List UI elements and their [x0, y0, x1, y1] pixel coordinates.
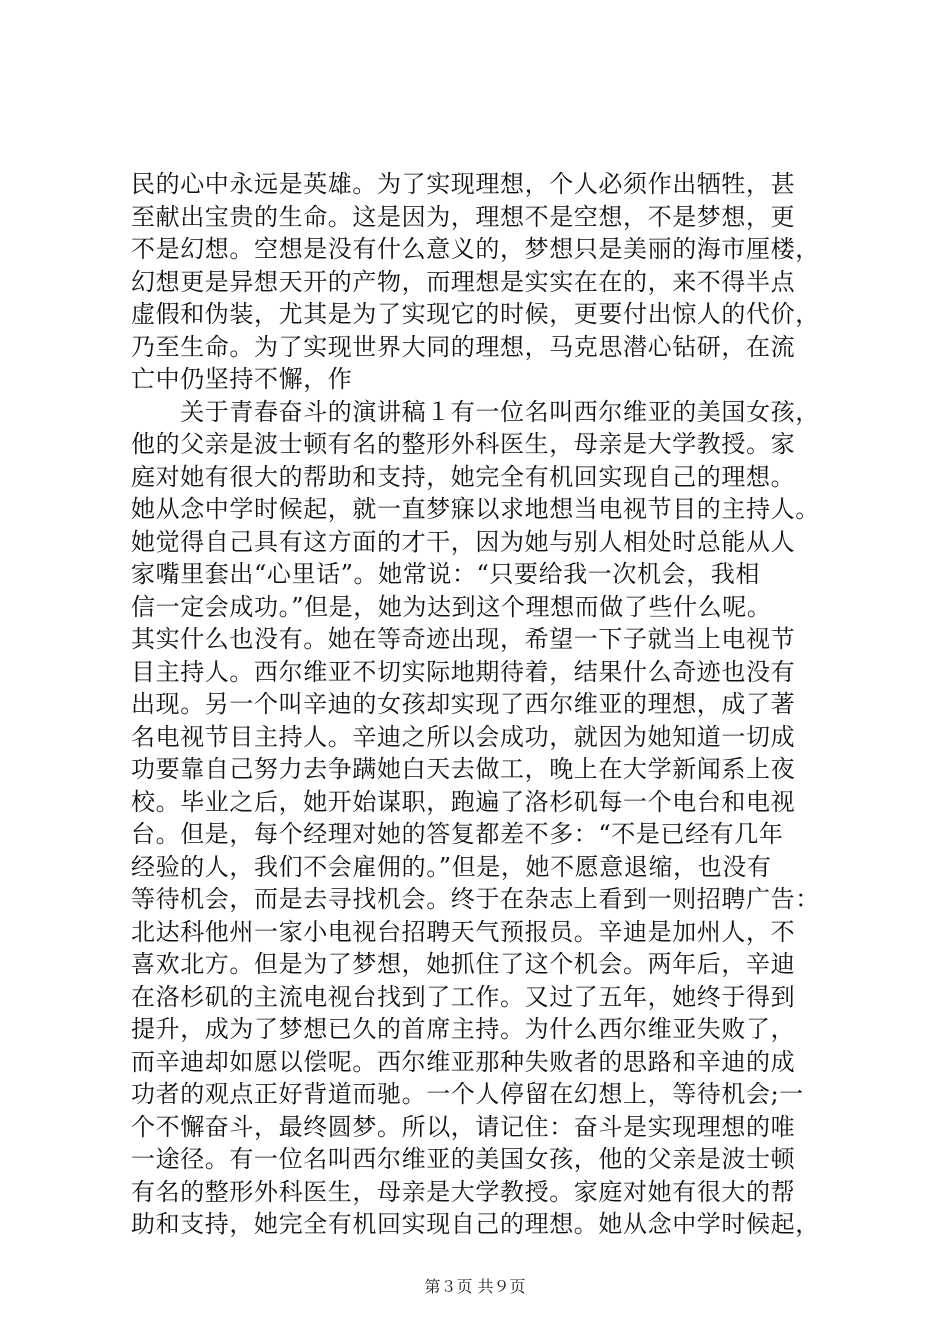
page-number-label: 第３页 共９页	[424, 1277, 526, 1296]
text-line: 而辛迪却如愿以偿呢。西尔维亚那种失败者的思路和辛迪的成	[131, 1047, 796, 1076]
text-line: 经验的人，我们不会雇佣的。”但是，她不愿意退缩，也没有	[131, 852, 772, 881]
text-line: 其实什么也没有。她在等奇迹出现，希望一下子就当上电视节	[131, 625, 796, 653]
text-line: 功要靠自己努力去争蹒她白天去做工，晚上在大学新闻系上夜	[131, 755, 796, 783]
text-line: 提升，成为了梦想已久的首席主持。为什么西尔维亚失败了，	[131, 1015, 796, 1043]
text-line: 幻想更是异想天开的产物，而理想是实实在在的，来不得半点	[131, 267, 796, 296]
text-line: 北达科他州一家小电视台招聘天气预报员。辛迪是加州人，不	[131, 917, 796, 946]
text-line: 目主持人。西尔维亚不切实际地期待着，结果什么奇迹也没有	[131, 657, 796, 686]
text-line: 家嘴里套出“心里话”。她常说：“只要给我一次机会，我相	[131, 560, 761, 588]
text-line: 出现。另一个叫辛迪的女孩却实现了西尔维亚的理想，成了著	[131, 690, 796, 718]
text-line: 至献出宝贵的生命。这是因为，理想不是空想，不是梦想，更	[131, 202, 796, 231]
text-line: 她从念中学时候起，就一直梦寐以求地想当电视节目的主持人。	[131, 495, 820, 523]
text-line: 助和支持，她完全有机回实现自己的理想。她从念中学时候起，	[131, 1210, 820, 1238]
text-line: 庭对她有很大的帮助和支持，她完全有机回实现自己的理想。	[131, 462, 796, 491]
text-line: 有名的整形外科医生，母亲是大学教授。家庭对她有很大的帮	[131, 1177, 796, 1206]
text-line: 名电视节目主持人。辛迪之所以会成功，就因为她知道一切成	[131, 722, 796, 751]
text-line: 一途径。有一位名叫西尔维亚的美国女孩，他的父亲是波士顿	[131, 1145, 796, 1173]
text-line: 台。但是，每个经理对她的答复都差不多：“不是已经有几年	[131, 820, 784, 848]
text-line: 她觉得自己具有这方面的才干，因为她与别人相处时总能从人	[131, 527, 796, 556]
text-line: 乃至生命。为了实现世界大同的理想，马克思潜心钻研，在流	[131, 332, 796, 361]
text-line: 虚假和伪装，尤其是为了实现它的时候，更要付出惊人的代价，	[131, 300, 820, 328]
text-line: 他的父亲是波士顿有名的整形外科医生，母亲是大学教授。家	[131, 430, 796, 458]
text-line: 校。毕业之后，她开始谋职，跑遍了洛杉矶每一个电台和电视	[131, 787, 796, 816]
text-line: 民的心中永远是英雄。为了实现理想，个人必须作出牺牲，甚	[131, 170, 796, 198]
body-text	[131, 168, 831, 1241]
page-footer	[0, 1277, 950, 1297]
text-line: 信一定会成功。”但是，她为达到这个理想而做了些什么呢。	[131, 592, 772, 621]
text-line: 个不懈奋斗，最终圆梦。所以，请记住：奋斗是实现理想的唯	[131, 1112, 796, 1141]
text-line: 亡中仍坚持不懈，作	[131, 365, 353, 393]
text-line: 等待机会，而是去寻找机会。终于在杂志上看到一则招聘广告：	[131, 885, 820, 913]
text-line: 喜欢北方。但是为了梦想，她抓住了这个机会。两年后，辛迪	[131, 950, 796, 978]
text-line: 在洛杉矶的主流电视台找到了工作。又过了五年，她终于得到	[131, 982, 796, 1011]
text-line: 关于青春奋斗的演讲稿１有一位名叫西尔维亚的美国女孩，	[131, 397, 820, 426]
text-line: 不是幻想。空想是没有什么意义的，梦想只是美丽的海市厘楼，	[131, 235, 820, 263]
text-line: 功者的观点正好背道而驰。一个人停留在幻想上，等待机会;一	[131, 1080, 804, 1108]
